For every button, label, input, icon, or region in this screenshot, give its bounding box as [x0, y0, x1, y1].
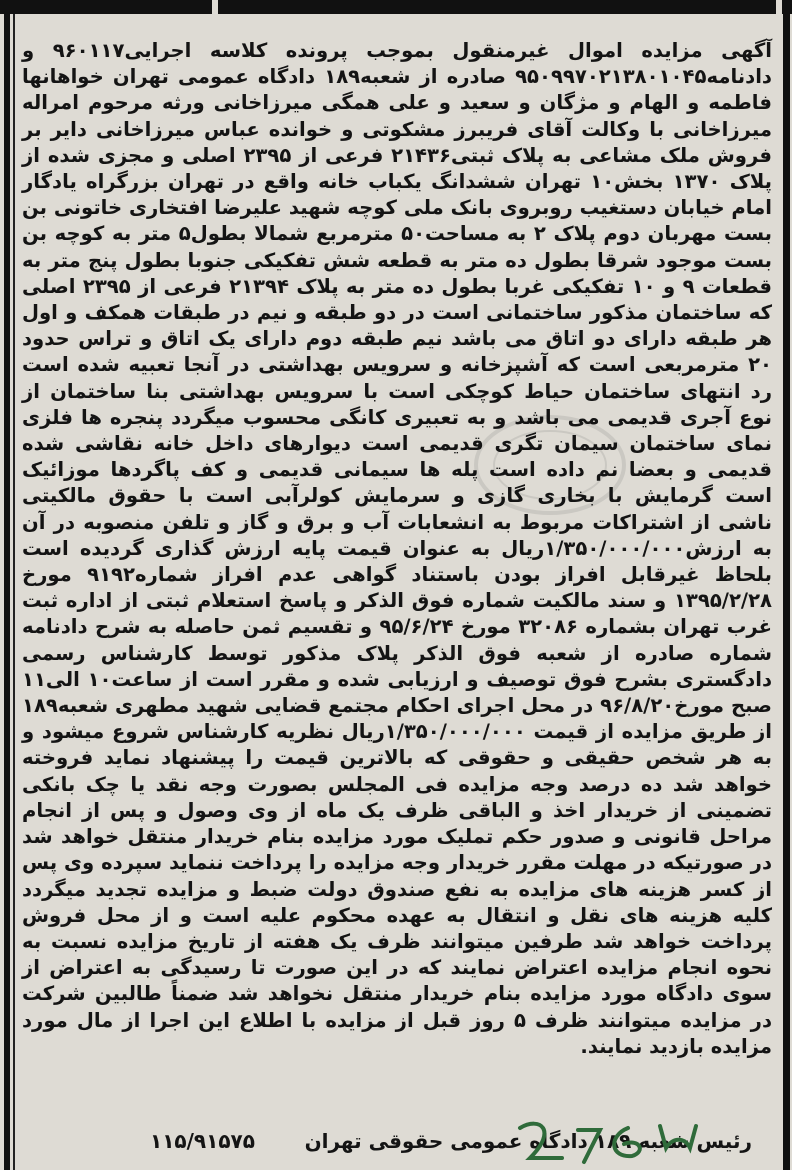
- right-border: [783, 14, 790, 1170]
- border-notch: [212, 0, 218, 14]
- left-inner-border: [13, 14, 15, 1170]
- left-border: [4, 14, 10, 1170]
- border-notch: [776, 0, 782, 14]
- top-border: [0, 0, 792, 14]
- file-number: ۱۱۵/۹۱۵۷۵: [150, 1129, 255, 1153]
- signature-title: رئیس شعبه ۱۸۹ دادگاه عمومی حقوقی تهران: [304, 1129, 752, 1153]
- handwritten-number: [500, 1118, 710, 1166]
- notice-body: آگهی مزایده اموال غیرمنقول بموجب پرونده کلاسه اجرایی۹۶۰۱۱۷ و دادنامه۹۵۰۹۹۷۰۲۱۳۸۰۱۰۴۵ صادره از شعبه۱۸۹ دادگاه عمومی تهران خواهانها فاطمه و الهام و مژگان و سعید و علی همگی میرزاخانی ورثه مرحوم امراله میرزاخانی با وکالت آقای فریبرز مشکوتی و خوانده عباس میرزاخانی دایر بر فروش ملک مشاعی به پلاک ثبتی۲۱۴۳۶ فرعی از ۲۳۹۵ اصلی و مجزی شده از پلاک ۱۳۷۰ بخش۱۰ تهران ششدانگ یکباب خانه واقع در تهران بزرگراه یادگار امام خیابان دستغیب روبروی بانک ملی کوچه شهید علیرضا افتخاری خاتونی بن بست مهربان دوم پلاک ۲ به مساحت۵۰ مترمربع شمالا بطول۵ متر به کوچه بن بست موجود شرقا بطول ده متر به قطعه شش تفکیکی جنوبا بطول پنج متر به قطعات ۹ و ۱۰ تفکیکی غربا بطول ده متر به پلاک ۲۱۳۹۴ فرعی از ۲۳۹۵ اصلی که ساختمان مذکور ساختمانی است در دو طبقه و نیم در طبقات همکف و اول هر طبقه دارای دو اتاق می باشد نیم طبقه دوم دارای یک اتاق و تراس حدود ۲۰ مترمربعی است که آشپزخانه و سرویس بهداشتی در آنجا تعبیه شده است رد انتهای ساختمان حیاط کوچکی است با سرویس بهداشتی بنا ساختمان از نوع آجری قدیمی می باشد و به تعبیری کانگی محسوب میگردد پنجره ها فلزی نمای ساختمان سیمان تگری قدیمی است دیوارهای داخل خانه نقاشی شده قدیمی و بعضا نم داده است پله ها سیمانی قدیمی و کف پاگردها موزائیک است گرمایش با بخاری گازی و سرمایش کولرآبی است با حقوق مالکیتی ناشی از اشتراکات مربوط به انشعابات آب و برق و گاز و تلفن منصوبه در آن به ارزش۱/۳۵۰/۰۰۰/۰۰۰ریال به عنوان قیمت پایه ارزش گذاری گردیده است بلحاظ غیرقابل افراز بودن باستناد گواهی عدم افراز شماره۹۱۹۲ مورخ ۱۳۹۵/۲/۲۸ و سند مالکیت شماره فوق الذکر و پاسخ استعلام ثبتی از اداره ثبت غرب تهران بشماره ۳۲۰۸۶ مورخ ۹۵/۶/۲۴ و تقسیم ثمن حاصله به شرح دادنامه شماره صادره از شعبه فوق الذکر پلاک مذکور توسط کارشناس رسمی دادگستری بشرح فوق توصیف و ارزیابی شده و مقرر است از ساعت۱۰ الی۱۱ صبح مورخ۹۶/۸/۲۰ در محل اجرای احکام مجتمع قضایی شهید مطهری شعبه۱۸۹ از طریق مزایده از قیمت ۱/۳۵۰/۰۰۰/۰۰۰ریال نظریه کارشناس شروع میشود و به هر شخص حقیقی و حقوقی که بالاترین قیمت را پیشنهاد نماید فروخته خواهد شد ده درصد وجه مزایده فی المجلس بصورت وجه نقد یا چک بانکی تضمینی از خریدار اخذ و الباقی ظرف یک ماه از وی وصول و پس از انجام مراحل قانونی و صدور حکم تملیک مورد مزایده بنام خریدار منتقل خواهد شد در صورتیکه در مهلت مقرر خریدار وجه مزایده را پرداخت ننماید سپرده وی پس از کسر هزینه های مزایده به نفع صندوق دولت ضبط و مزایده تجدید میگردد کلیه هزینه های نقل و انتقال به عهده محکوم علیه است و از محل فروش پرداخت خواهد شد طرفین میتوانند ظرف یک هفته از تاریخ مزایده نسبت به نحوه انجام مزایده اعتراض نمایند که در این صورت تا رسیدگی به اعتراض از سوی دادگاه مورد مزایده بنام خریدار منتقل نخواهد شد ضمناً طالبین شرکت در مزایده میتوانند ظرف ۵ روز قبل از مزایده با اطلاع این اجرا از مال مورد مزایده بازدید نمایند.: [22, 39, 773, 1058]
